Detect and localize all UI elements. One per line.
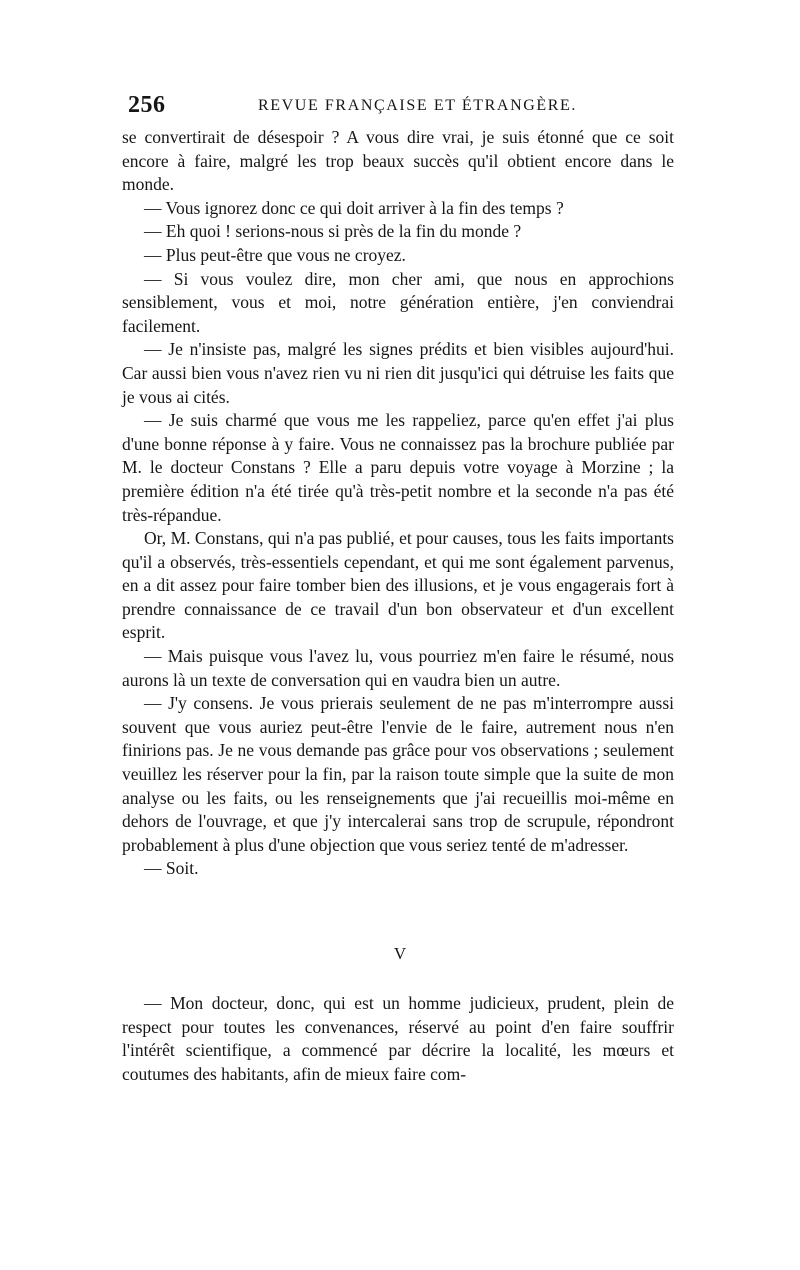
paragraph: — Je n'insiste pas, malgré les signes prédits et bien visibles aujourd'hui. Car aussi bien vous n'avez rien vu ni rien dit jusqu'ici qui détruise les faits que je vous ai cités. (122, 339, 674, 407)
paragraph: — Soit. (144, 858, 199, 879)
paragraph: — Je suis charmé que vous me les rappeliez, parce qu'en effet j'ai plus d'une bonne réponse à y faire. Vous ne connaissez pas la brochure publiée par M. le docteur Constans ? Elle a paru depuis votre voyage à Morzine ; la première édition n'a été tirée qu'à très-petit nombre et la seconde n'a pas été très-répandue. (122, 410, 674, 525)
paragraph: — Plus peut-être que vous ne croyez. (144, 244, 406, 265)
paragraph: se convertirait de désespoir ? A vous dire vrai, je suis étonné que ce soit encore à faire, malgré les trop beaux succès qu'il obtient encore dans le monde. (122, 127, 674, 195)
section-text (122, 992, 674, 1086)
paragraph: — Mais puisque vous l'avez lu, vous pourriez m'en faire le résumé, nous aurons là un texte de conversation qui en vaudra bien un autre. (122, 646, 674, 690)
paragraph: — Mon docteur, donc, qui est un homme judicieux, prudent, plein de respect pour toutes les convenances, réservé au point d'en faire souffrir l'intérêt scientifique, a commencé par décrire la localité, les mœurs et coutumes des habitants, afin de mieux faire com- (122, 993, 674, 1084)
paragraph: — Si vous voulez dire, mon cher ami, que nous en approchions sensiblement, vous et moi, notre génération entière, j'en conviendrai facilement. (122, 268, 674, 336)
page-header (128, 92, 676, 120)
paragraph: — J'y consens. Je vous prierais seulement de ne pas m'interrompre aussi souvent que vous auriez peut-être l'envie de le faire, autrement nous n'en finirions pas. Je ne vous demande pas grâce pour vos observations ; seulement veuillez les réserver pour la fin, par la raison toute simple que la suite de mon analyse ou les faits, ou les renseignements que j'ai recueillis moi-même en dehors de l'ouvrage, et que j'y intercalerai sans trop de scrupule, répondront probablement à plus d'une objection que vous seriez tenté de m'adresser. (122, 693, 674, 855)
running-head: REVUE FRANÇAISE ET ÉTRANGÈRE. (258, 97, 577, 114)
section-numeral: V (393, 944, 407, 963)
main-text (122, 126, 674, 881)
paragraph: — Vous ignorez donc ce qui doit arriver à la fin des temps ? (144, 197, 564, 218)
page-number: 256 (128, 92, 166, 118)
paragraph: Or, M. Constans, qui n'a pas publié, et pour causes, tous les faits importants qu'il a observés, très-essentiels cependant, et qui me sont également parvenus, en a dit assez pour faire tomber bien des illusions, et je vous engagerais fort à prendre connaissance de ce travail d'un bon observateur et d'un excellent esprit. (122, 528, 674, 643)
paragraph: — Eh quoi ! serions-nous si près de la fin du monde ? (144, 221, 522, 242)
